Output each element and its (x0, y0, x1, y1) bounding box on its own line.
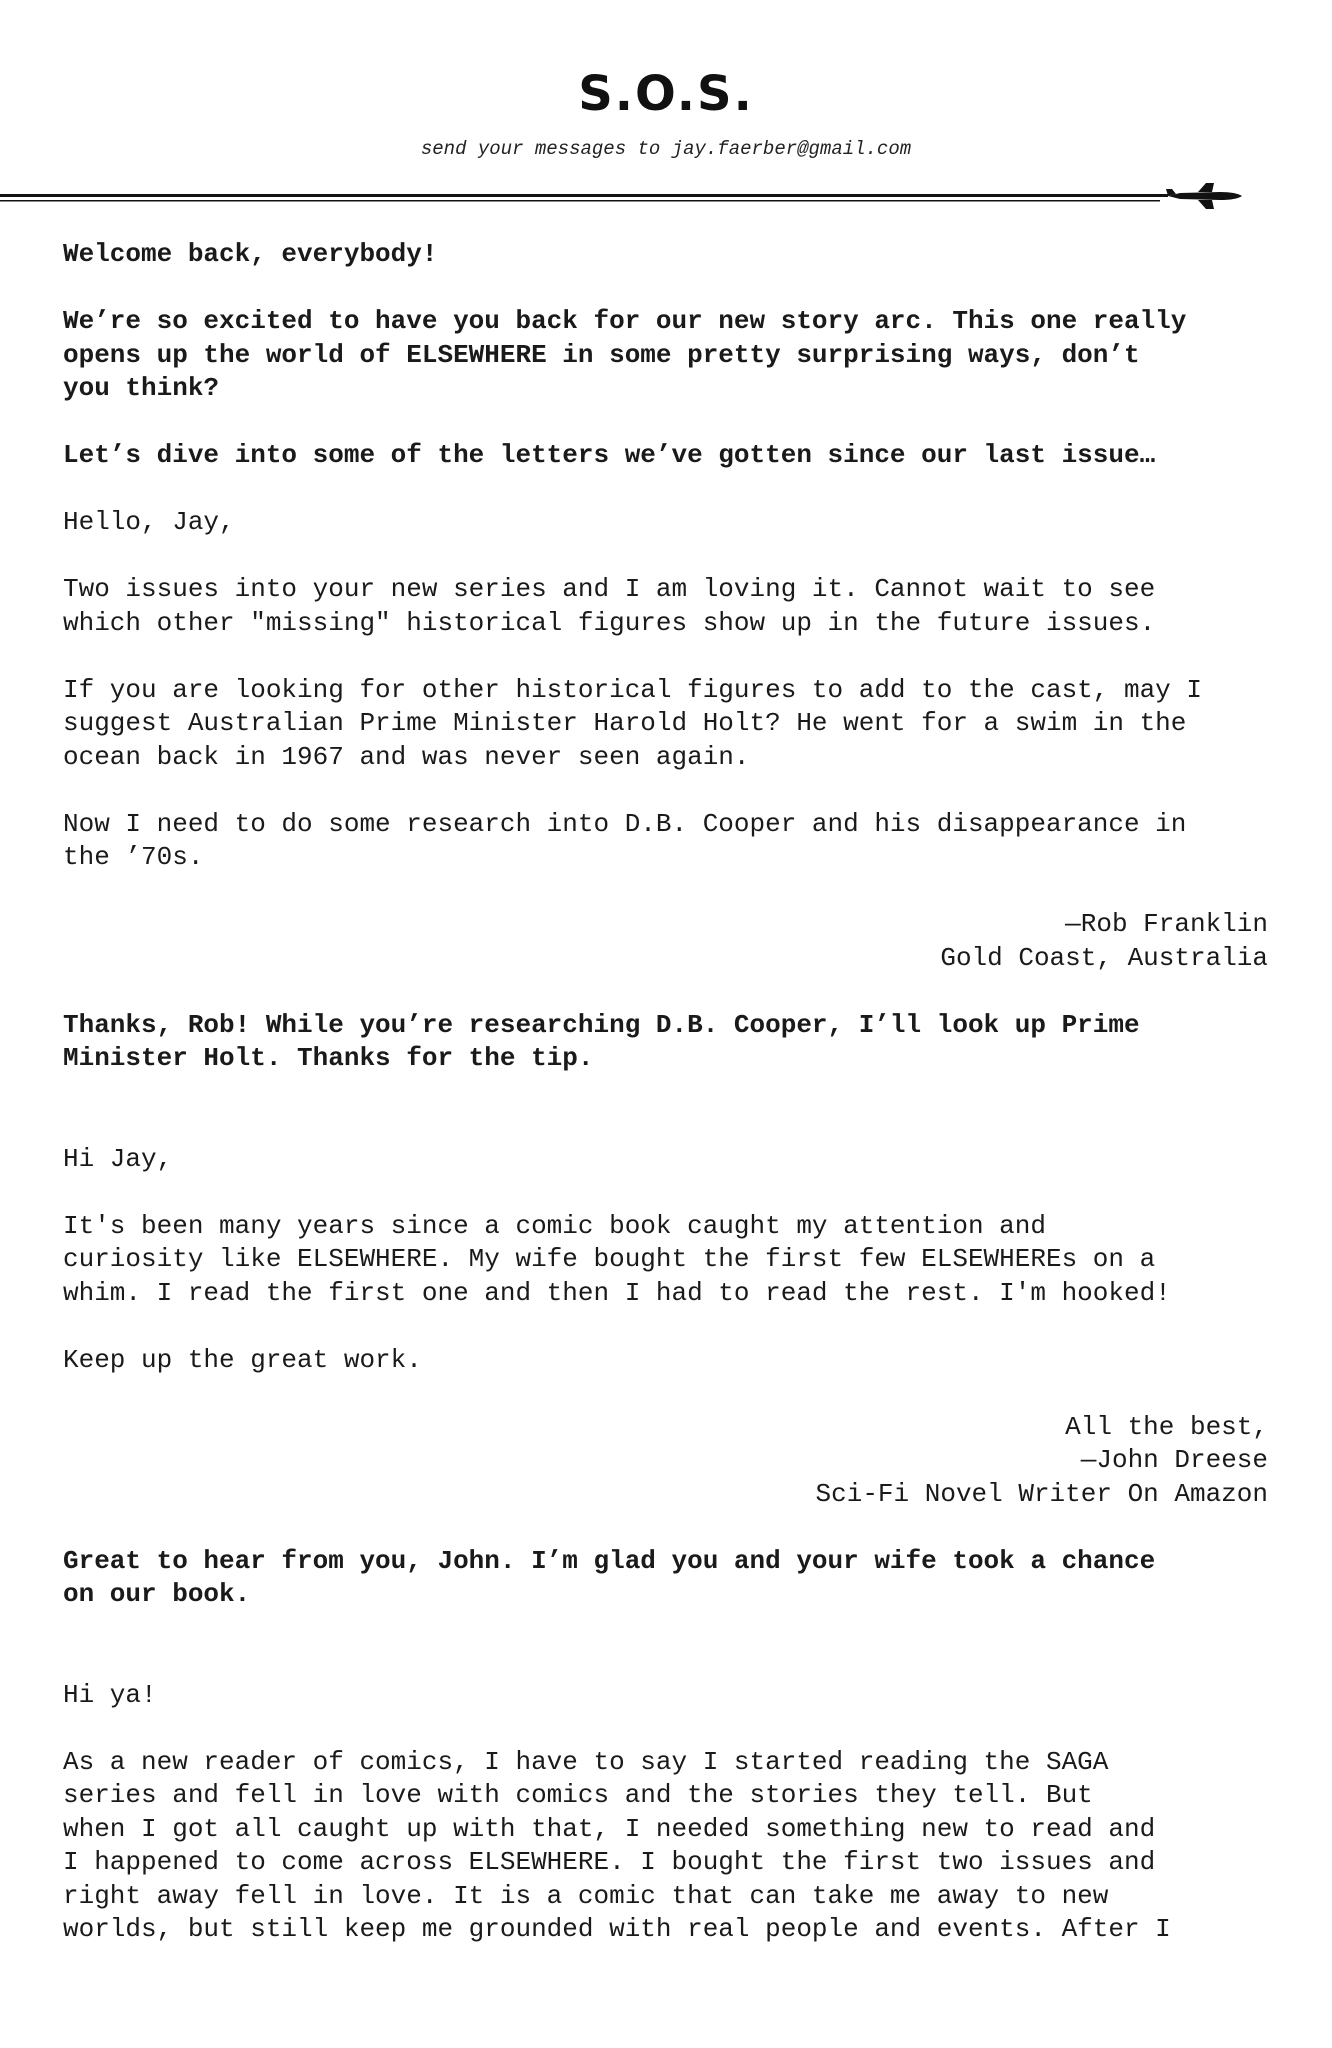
letter-1-paragraph: Now I need to do some research into D.B. Cooper and his disappearance in the ’70s. (63, 808, 1187, 872)
editor-intro: We’re so excited to have you back for our new story arc. This one really opens up the world of ELSEWHERE in some pretty surprising ways, don’t you think? (63, 306, 1187, 403)
editor-greeting: Welcome back, everybody! (63, 239, 438, 269)
letter-1-paragraph: If you are looking for other historical figures to add to the cast, may I suggest Australian Prime Minister Harold Holt? He went for a swim in the ocean back in 1967 and was never seen again. (63, 674, 1202, 772)
letter-1-salutation: Hello, Jay, (63, 507, 235, 537)
column-title: S.O.S. (578, 66, 754, 122)
letter-1-signature: —Rob Franklin Gold Coast, Australia (940, 909, 1268, 973)
submission-email-line: send your messages to jay.faerber@gmail.com (420, 138, 912, 160)
letter-2-paragraph: Keep up the great work. (63, 1344, 422, 1375)
letter-1-paragraph: Two issues into your new series and I am loving it. Cannot wait to see which other "missing" historical figures show up in the future issues. (63, 574, 1156, 638)
header-rule-thick (0, 194, 1160, 197)
letters-header (0, 0, 1332, 210)
letter-2-signature: All the best, —John Dreese Sci-Fi Novel Writer On Amazon (815, 1411, 1268, 1509)
letter-3-salutation: Hi ya! (63, 1679, 157, 1710)
letters-body (63, 238, 1268, 1947)
editor-transition: Let’s dive into some of the letters we’ve gotten since our last issue… (63, 440, 1156, 470)
header-rule-thin (0, 200, 1160, 202)
letter-3-paragraph: As a new reader of comics, I have to say I started reading the SAGA series and fell in love with comics and the stories they tell. But when I got all caught up with that, I needed something new to read and I happened to come across ELSEWHERE. I bought the first two issues and right away fell in love. It is a comic that can take me away to new worlds, but still keep me grounded with real people and events. After I (63, 1746, 1171, 1944)
airplane-icon (1160, 183, 1242, 209)
letter-2-salutation: Hi Jay, (63, 1143, 173, 1174)
letter-2-paragraph: It's been many years since a comic book caught my attention and curiosity like ELSEWHERE. My wife bought the first few ELSEWHEREs on a whim. I read the first one and then I had to read the rest. I'm hooked! (63, 1210, 1171, 1308)
editor-reply-1: Thanks, Rob! While you’re researching D.B. Cooper, I’ll look up Prime Minister Holt. Thanks for the tip. (63, 1009, 1140, 1073)
editor-reply-2: Great to hear from you, John. I’m glad you and your wife took a chance on our book. (63, 1545, 1156, 1609)
header-rule-with-airplane (0, 180, 1332, 216)
